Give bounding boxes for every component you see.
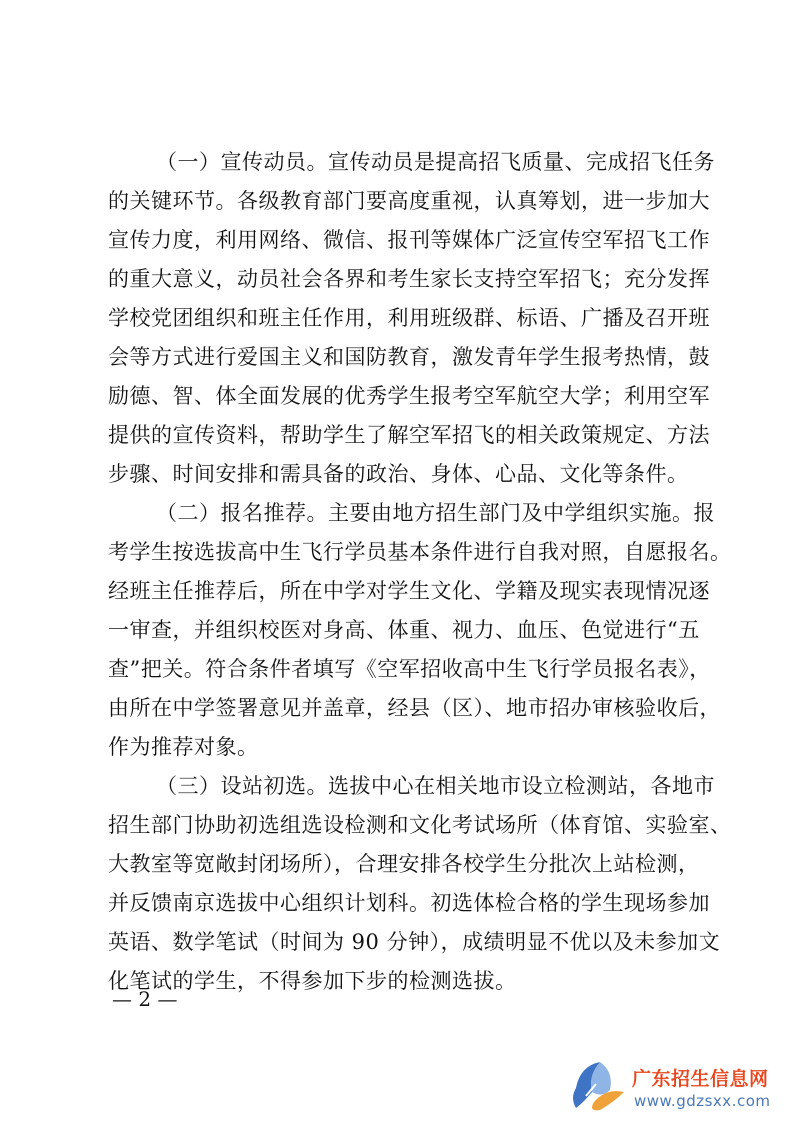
paragraph-1-line-5: 学校党团组织和班主任作用，利用班级群、标语、广播及召开班 [108, 306, 710, 330]
paragraph-2-line-7: 作为推荐对象。 [108, 735, 259, 759]
paragraph-1-line-7: 励德、智、体全面发展的优秀学生报考空军航空大学；利用空军 [108, 384, 710, 408]
paragraph-1-line-8: 提供的宣传资料，帮助学生了解空军招飞的相关政策规定、方法 [108, 423, 710, 447]
paragraph-1-line-9: 步骤、时间安排和需具备的政治、身体、心品、文化等条件。 [108, 462, 689, 486]
paragraph-2-line-6: 由所在中学签署意见并盖章，经县（区）、地市招办审核验收后， [108, 696, 721, 720]
paragraph-1-line-2: 的关键环节。各级教育部门要高度重视，认真筹划，进一步加大 [108, 189, 710, 213]
paragraph-3-line-1: （三）设站初选。选拔中心在相关地市设立检测站，各地市 [156, 774, 715, 798]
paragraph-2-line-5: 查”把关。符合条件者填写《空军招收高中生飞行学员报名表》， [108, 657, 711, 681]
paragraph-1-line-1: （一）宣传动员。宣传动员是提高招飞质量、完成招飞任务 [156, 150, 715, 174]
paragraph-2-line-1: （二）报名推荐。主要由地方招生部门及中学组织实施。报 [156, 501, 715, 525]
page-number: — 2 — [112, 987, 178, 1011]
paragraph-3-line-6: 化笔试的学生，不得参加下步的检测选拔。 [108, 969, 517, 993]
paragraph-2-line-3: 经班主任推荐后，所在中学对学生文化、学籍及现实表现情况逐 [108, 579, 710, 603]
paragraph-3-line-3: 大教室等宽敞封闭场所），合理安排各校学生分批次上站检测， [108, 852, 700, 876]
watermark-site-name: 广东招生信息网 [632, 1068, 769, 1090]
paragraph-1-line-4: 的重大意义，动员社会各界和考生家长支持空军招飞；充分发挥 [108, 267, 710, 291]
paragraph-2-line-4: 一审查，并组织校医对身高、体重、视力、血压、色觉进行“五 [108, 618, 700, 642]
paragraph-1-line-3: 宣传力度，利用网络、微信、报刊等媒体广泛宣传空军招飞工作 [108, 228, 710, 252]
paragraph-1-line-6: 会等方式进行爱国主义和国防教育，激发青年学生报考热情，鼓 [108, 345, 710, 369]
paragraph-3-line-5: 英语、数学笔试（时间为 90 分钟），成绩明显不优以及未参加文 [108, 930, 721, 954]
paragraph-3-line-4: 并反馈南京选拔中心组织计划科。初选体检合格的学生现场参加 [108, 891, 710, 915]
pen-nib-logo-icon [566, 1058, 630, 1114]
site-watermark [566, 1058, 781, 1114]
watermark-url: www.gdzsxx.com [634, 1092, 771, 1110]
paragraph-2-line-2: 考学生按选拔高中生飞行学员基本条件进行自我对照，自愿报名。 [108, 540, 732, 564]
paragraph-3-line-2: 招生部门协助初选组选设检测和文化考试场所（体育馆、实验室、 [108, 813, 732, 837]
